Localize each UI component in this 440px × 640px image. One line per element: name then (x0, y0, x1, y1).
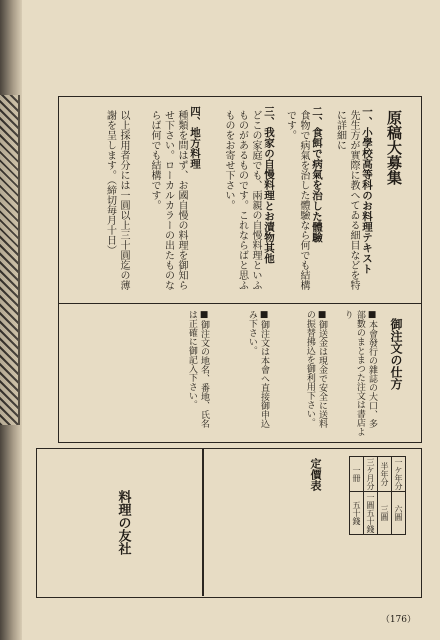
order-note-1: ■本會發行の雜誌の大口、多部數のまとまつた注文は書店より (342, 310, 377, 436)
item-2-title: 二、食餌で病氣を治した體驗 (311, 106, 323, 243)
price-label-3: 半年分 (378, 457, 392, 492)
colophon-divider (202, 448, 204, 596)
price-table (349, 456, 406, 535)
main-heading: 原稿大募集 (385, 110, 403, 185)
price-heading: 定價表 (309, 458, 322, 491)
order-heading: 御注文の仕方 (389, 318, 403, 390)
item-2-body: 食物で病氣を治した體驗なら何でも結構です。 (284, 110, 309, 290)
closing-note: 以上採用者分には一圓以上三十圓迄の薄謝を呈します。（締切毎月十日） (104, 110, 129, 290)
item-1-body: 先生方が實際に教へてゐる細目などを特に詳細に (334, 110, 359, 290)
price-label-4: 一ケ年分 (392, 457, 406, 492)
price-label-1: 一冊 (350, 457, 364, 492)
item-4-body: 種類を問はず、お國自慢の料理を御知らせ下さい。ローカルカラーの出たものならば何でも結構です。 (149, 110, 187, 290)
order-note-3: ■御注文は本會へ直接御申込み下さい。 (246, 310, 269, 428)
decorative-border-art (0, 95, 20, 425)
order-note-2: ■御送金は現金で安全に送料の振替拂込を御利用下さい。 (304, 310, 327, 428)
page-number: （176） (380, 615, 416, 625)
item-1-title: 一、小學校高等科のお料理テキスト (361, 106, 373, 274)
price-value-2: 一圓五十錢 (364, 492, 378, 535)
item-3-title: 三、我家の自慢料理とお漬物其他 (263, 106, 275, 264)
price-value-4: 六圓 (392, 492, 406, 535)
order-note-4: ■御注文の地名、番地、氏名は正確に御記入下さい。 (186, 310, 209, 428)
publisher-name: 料理の友社 (115, 490, 131, 555)
item-3-body: どこの家庭でも、兩親の自慢料理といふものがあるものです。これならばと思ふものをお寄せ下さい。 (223, 110, 261, 290)
price-value-1: 五十錢 (350, 492, 364, 535)
price-value-3: 三圓 (378, 492, 392, 535)
page (22, 0, 440, 640)
price-label-2: 三ケ月分 (364, 457, 378, 492)
item-4-title: 四、地方料理 (189, 106, 201, 169)
